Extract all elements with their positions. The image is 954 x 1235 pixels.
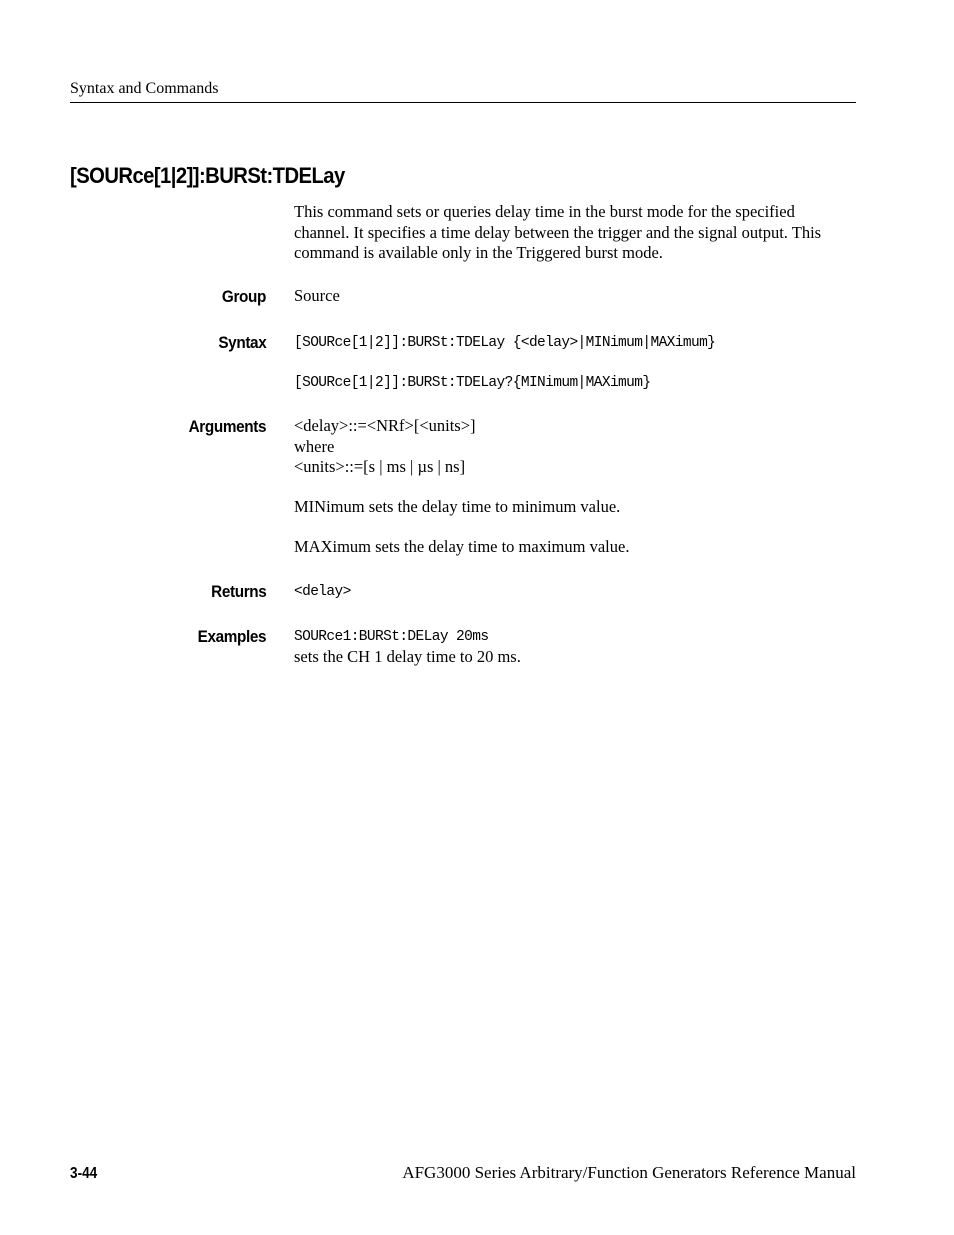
examples-label: Examples	[197, 627, 266, 646]
header-divider	[70, 102, 856, 103]
command-description	[294, 202, 854, 264]
syntax-label: Syntax	[217, 333, 266, 352]
group-value: Source	[294, 286, 340, 305]
page-number: 3-44	[70, 1165, 98, 1182]
manual-title: AFG3000 Series Arbitrary/Function Generators Reference Manual	[402, 1163, 856, 1182]
returns-label: Returns	[210, 582, 266, 601]
description-line: command is available only in the Triggered burst mode.	[294, 243, 663, 262]
argument-minimum: MINimum sets the delay time to minimum value.	[294, 497, 621, 516]
running-header: Syntax and Commands	[70, 80, 219, 97]
example-explanation: sets the CH 1 delay time to 20 ms.	[294, 647, 521, 666]
description-line: This command sets or queries delay time in the burst mode for the specified	[294, 202, 795, 221]
arguments-definition	[294, 416, 854, 478]
argument-units-def: <units>::=[s | ms | µs | ns]	[294, 457, 466, 476]
argument-where: where	[294, 436, 335, 456]
argument-maximum: MAXimum sets the delay time to maximum value.	[294, 537, 630, 556]
returns-value: <delay>	[294, 584, 351, 600]
arguments-label: Arguments	[188, 417, 266, 436]
command-title: [SOURce[1|2]]:BURSt:TDELay	[70, 163, 345, 188]
example-code: SOURce1:BURSt:DELay 20ms	[294, 629, 489, 645]
argument-delay-def: <delay>::=<NRf>[<units>]	[294, 416, 476, 435]
syntax-set-form: [SOURce[1|2]]:BURSt:TDELay {<delay>|MINimum|MAXimum}	[294, 335, 716, 351]
syntax-query-form: [SOURce[1|2]]:BURSt:TDELay?{MINimum|MAXimum}	[294, 375, 651, 391]
description-line: channel. It specifies a time delay between the trigger and the signal output. This	[294, 222, 822, 242]
group-label: Group	[221, 287, 266, 306]
